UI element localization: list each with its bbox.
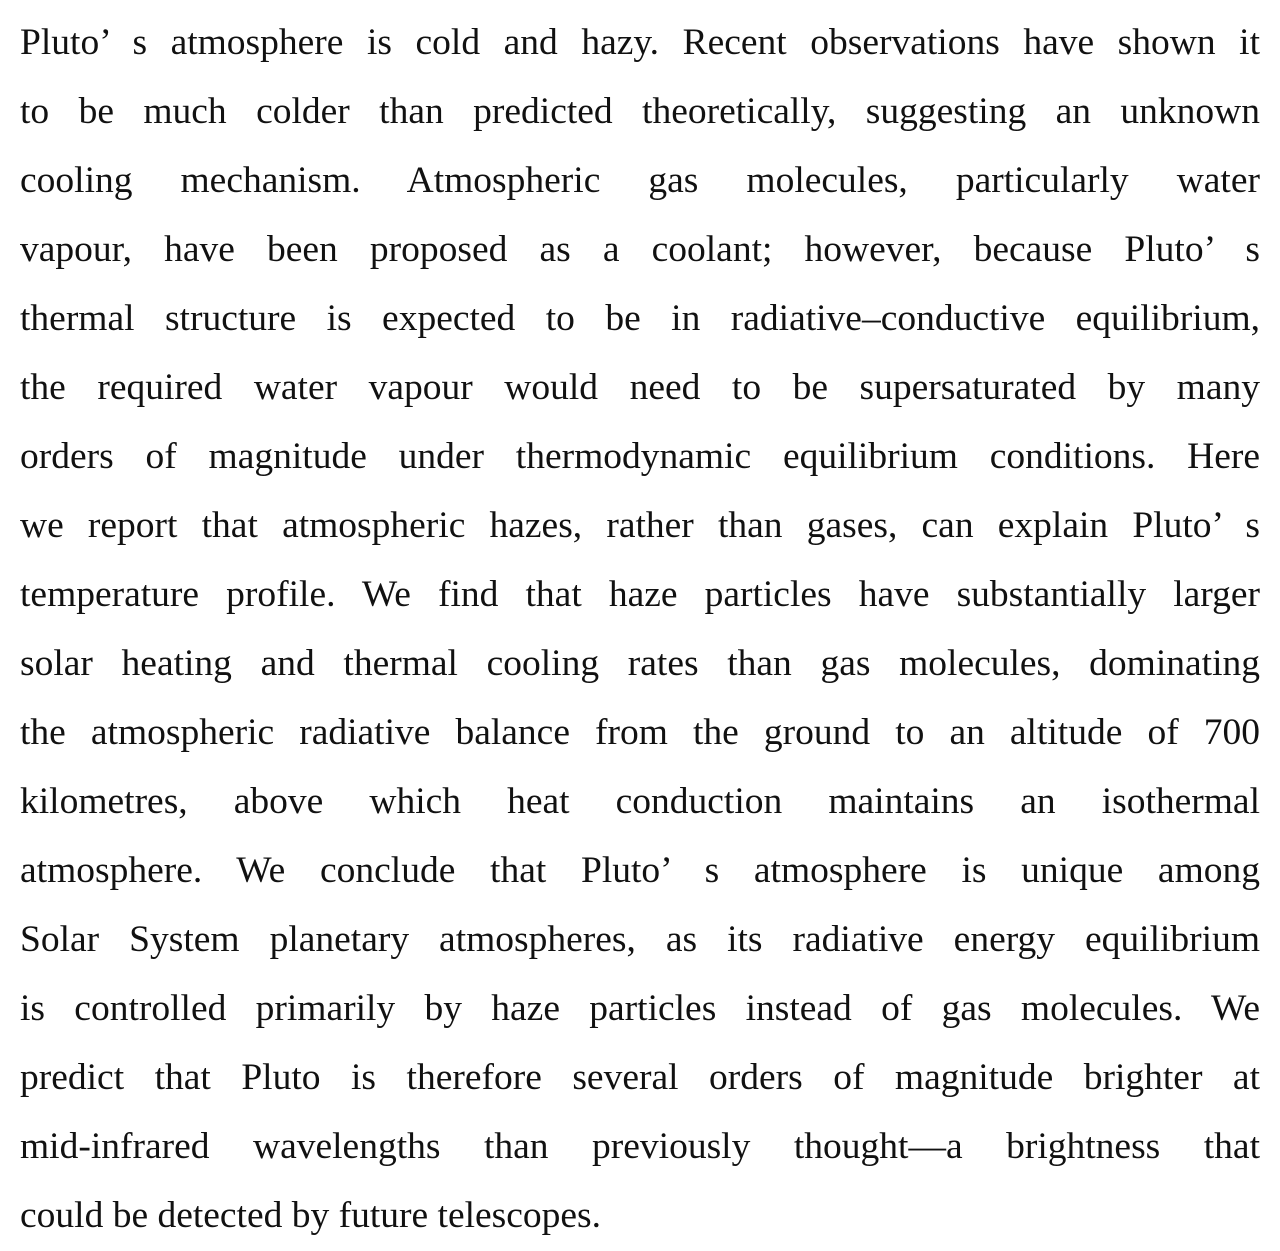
text-line: vapour, have been proposed as a coolant; however, because Pluto’ s: [20, 229, 1260, 270]
text-line: predict that Pluto is therefore several orders of magnitude brighter at: [20, 1057, 1260, 1098]
text-line: is controlled primarily by haze particles instead of gas molecules. We: [20, 988, 1260, 1029]
text-line: thermal structure is expected to be in radiative–conductive equilibrium,: [20, 298, 1260, 339]
text-line: to be much colder than predicted theoretically, suggesting an unknown: [20, 91, 1260, 132]
text-line: the required water vapour would need to be supersaturated by many: [20, 367, 1260, 408]
text-line: could be detected by future telescopes.: [20, 1195, 602, 1236]
text-line: Pluto’ s atmosphere is cold and hazy. Recent observations have shown it: [20, 22, 1260, 63]
text-line: temperature profile. We find that haze particles have substantially larger: [20, 574, 1260, 615]
abstract-paragraph: [20, 8, 1260, 1250]
text-line: orders of magnitude under thermodynamic equilibrium conditions. Here: [20, 436, 1260, 477]
text-line: cooling mechanism. Atmospheric gas molecules, particularly water: [20, 160, 1260, 201]
text-line: the atmospheric radiative balance from the ground to an altitude of 700: [20, 712, 1260, 753]
text-line: kilometres, above which heat conduction maintains an isothermal: [20, 781, 1260, 822]
text-line: Solar System planetary atmospheres, as its radiative energy equilibrium: [20, 919, 1260, 960]
text-line: solar heating and thermal cooling rates than gas molecules, dominating: [20, 643, 1260, 684]
text-line: atmosphere. We conclude that Pluto’ s atmosphere is unique among: [20, 850, 1260, 891]
text-line: mid-infrared wavelengths than previously thought—a brightness that: [20, 1126, 1260, 1167]
text-line: we report that atmospheric hazes, rather than gases, can explain Pluto’ s: [20, 505, 1260, 546]
